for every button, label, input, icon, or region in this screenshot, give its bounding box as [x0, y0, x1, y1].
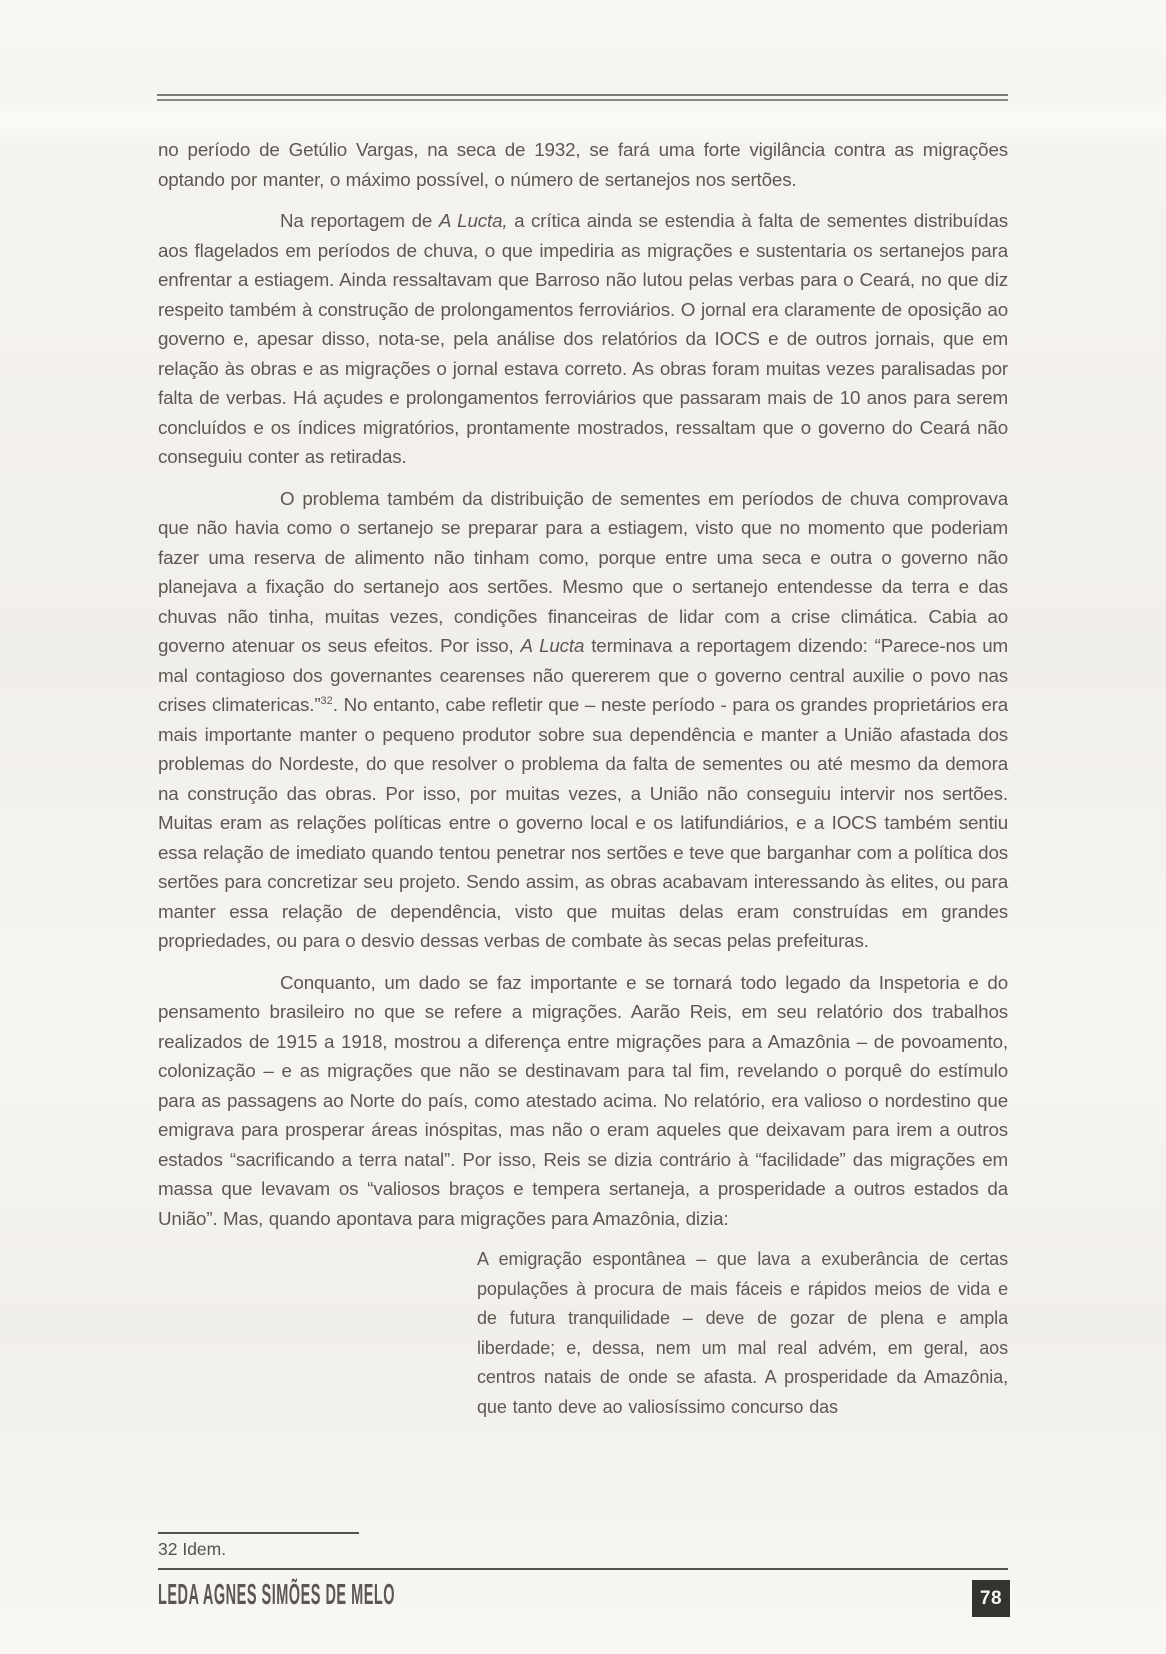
paragraph — [158, 484, 1008, 956]
paragraph — [158, 968, 1008, 1234]
text-run: . No entanto, cabe refletir que – neste período - para os grandes proprietários era mais importante manter o pequeno produtor sobre sua dependência e manter a União afastada dos problemas do Nordeste, do que resolver o problema da falta de sementes ou até mesmo da demora na construção das obras. Por isso, por muitas vezes, a União não conseguiu intervir nos sertões. Muitas eram as relações políticas entre o governo local e os latifundiários, e a IOCS também sentiu essa relação de imediato quando tentou penetrar nos sertões e teve que barganhar com a política dos sertões para concretizar seu projeto. Sendo assim, as obras acabavam interessando às elites, ou para manter essa relação de dependência, visto que muitas delas eram construídas em grandes propriedades, ou para o desvio dessas verbas de combate às secas pelas prefeituras. — [158, 694, 1009, 951]
text-run: Na reportagem de — [280, 210, 439, 231]
page-number: 78 — [979, 1587, 1003, 1609]
italic-title: A Lucta, — [438, 210, 508, 231]
text-run: Conquanto, um dado se faz importante e se tornará todo legado da Inspetoria e do pensamento brasileiro no que se refere a migrações. Aarão Reis, em seu relatório dos trabalhos realizados de 1915 a 1918, mostrou a diferença entre migrações para a Amazônia – de povoamento, colonização – e as migrações que não se destinavam para tal fim, revelando o porquê do estímulo para as passagens ao Norte do país, como atestado acima. No relatório, era valioso o nordestino que emigrava para prosperar áreas inóspitas, mas não o eram aqueles que deixavam para irem a outros estados “sacrificando a terra natal”. Por isso, Reis se dizia contrário à “facilidade” das migrações em massa que levavam os “valiosos braços e tempera sertaneja, a prosperidade a outros estados da União”. Mas, quando apontava para migrações para Amazônia, dizia: — [158, 971, 1008, 1229]
footnote-text: 32 Idem. — [158, 1539, 227, 1559]
page-number-badge — [972, 1580, 1010, 1617]
header-double-rule — [157, 94, 1008, 101]
paragraph — [158, 206, 1008, 472]
footnote-marker: 32 — [320, 695, 333, 707]
text-run: A emigração espontânea – que lava a exuberância de certas populações à procura de mais fáceis e rápidos meios de vida e de futura tranquilidade – deve de gozar de plena e ampla liberdade; e, dessa, nem um mal real advém, em geral, aos centros natais de onde se afasta. A prosperidade da Amazônia, que tanto deve ao valiosíssimo concurso das — [477, 1249, 1008, 1417]
paragraph — [158, 135, 1008, 194]
text-run: a crítica ainda se estendia à falta de sementes distribuídas aos flagelados em períodos de chuva, o que impediria as migrações e sustentaria os sertanejos para enfrentar a estiagem. Ainda ressaltavam que Barroso não lutou pelas verbas para o Ceará, no que diz respeito também à construção de prolongamentos ferroviários. O jornal era claramente de oposição ao governo e, apesar disso, nota-se, pela análise dos relatórios da IOCS e de outros jornais, que em relação às obras e as migrações o jornal estava correto. As obras foram muitas vezes paralisadas por falta de verbas. Há açudes e prolongamentos ferroviários que passaram mais de 10 anos para serem concluídos e os índices migratórios, prontamente mostrados, ressaltam que o governo do Ceará não conseguiu conter as retiradas. — [158, 210, 1009, 467]
footer-rule — [158, 1568, 1008, 1570]
footnote-separator-rule — [158, 1532, 359, 1534]
text-run: no período de Getúlio Vargas, na seca de 1932, se fará uma forte vigilância contra as migrações optando por manter, o máximo possível, o número de sertanejos nos sertões. — [158, 139, 1008, 190]
page-body-text — [158, 135, 1008, 1422]
block-quote — [477, 1245, 1008, 1422]
footer-author-name: LEDA AGNES SIMÕES DE MELO — [158, 1579, 396, 1611]
italic-title: A Lucta — [520, 635, 585, 656]
text-run: O problema também da distribuição de sementes em períodos de chuva comprovava que não havia como o sertanejo se preparar para a estiagem, visto que no momento que poderiam fazer uma reserva de alimento não tinham como, porque entre uma seca e outra o governo não planejava a fixação do sertanejo aos sertões. Mesmo que o sertanejo entendesse da terra e das chuvas não tinha, muitas vezes, condições financeiras de lidar com a crise climática. Cabia ao governo atenuar os seus efeitos. Por isso, — [158, 487, 1008, 656]
text-run: terminava a reportagem dizendo: “Parece-nos um mal contagioso dos governantes cearenses não quererem que o governo central auxilie o povo nas crises climatericas.” — [158, 635, 1008, 715]
